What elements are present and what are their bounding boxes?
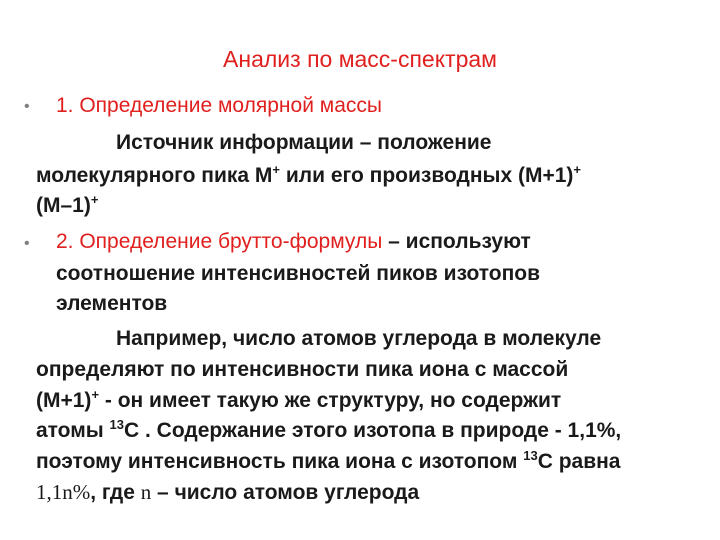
example-line6-text-d: – число атомов углерода xyxy=(151,481,420,504)
section1-heading-text: 1. Определение молярной массы xyxy=(56,94,382,117)
section2-heading xyxy=(56,230,531,254)
section1-line2 xyxy=(36,164,581,188)
section1-line2-sup2: + xyxy=(573,162,581,177)
example-line3 xyxy=(36,389,561,413)
example-line3-text-b: - он имеет такую же структуру, но содержит xyxy=(99,389,562,412)
example-line4-sup: 13 xyxy=(109,417,125,432)
section1-line1: Источник информации – положение xyxy=(116,131,492,154)
bullet-icon: • xyxy=(24,98,30,115)
example-line3-text-a: (М+1) xyxy=(36,389,92,412)
example-line5-sup: 13 xyxy=(523,448,538,463)
section2-heading-text: 2. Определение брутто-формулы xyxy=(56,230,383,253)
example-line4 xyxy=(36,419,621,443)
example-line4-text-a: атомы xyxy=(36,419,110,442)
section1-line3-sup: + xyxy=(90,192,99,207)
section1-line3-text: (М–1) xyxy=(36,194,91,217)
section1-line2-sup: + xyxy=(272,162,280,177)
section1-line3 xyxy=(36,194,98,218)
example-line5-text-b: С равна xyxy=(537,450,621,473)
example-line5 xyxy=(36,450,620,474)
example-line1: Например, число атомов углерода в молекуле xyxy=(116,327,602,350)
bullet-icon: • xyxy=(24,235,30,252)
example-line6-variable: n xyxy=(140,480,152,504)
section2-line3: элементов xyxy=(56,292,168,315)
example-line6 xyxy=(36,480,419,505)
example-line6-formula: 1,1n% xyxy=(36,480,91,504)
example-line4-text-b: С . Содержание этого изотопа в природе - 1,1%, xyxy=(124,419,622,442)
section2-line2: соотношение интенсивностей пиков изотопов xyxy=(56,262,541,285)
example-line2: определяют по интенсивности пика иона с массой xyxy=(36,358,569,381)
section2-heading-rest: – используют xyxy=(382,230,531,253)
example-line3-sup: + xyxy=(91,387,100,402)
section1-line2-text-a: молекулярного пика М xyxy=(36,164,273,187)
example-line6-text-b: , где xyxy=(90,481,141,504)
section1-heading xyxy=(56,94,382,118)
slide-title: Анализ по масс-спектрам xyxy=(223,46,497,72)
section1-line2-text-b: или его производных (М+1) xyxy=(280,164,574,187)
example-line5-text-a: поэтому интенсивность пика иона с изотопом xyxy=(36,450,524,473)
